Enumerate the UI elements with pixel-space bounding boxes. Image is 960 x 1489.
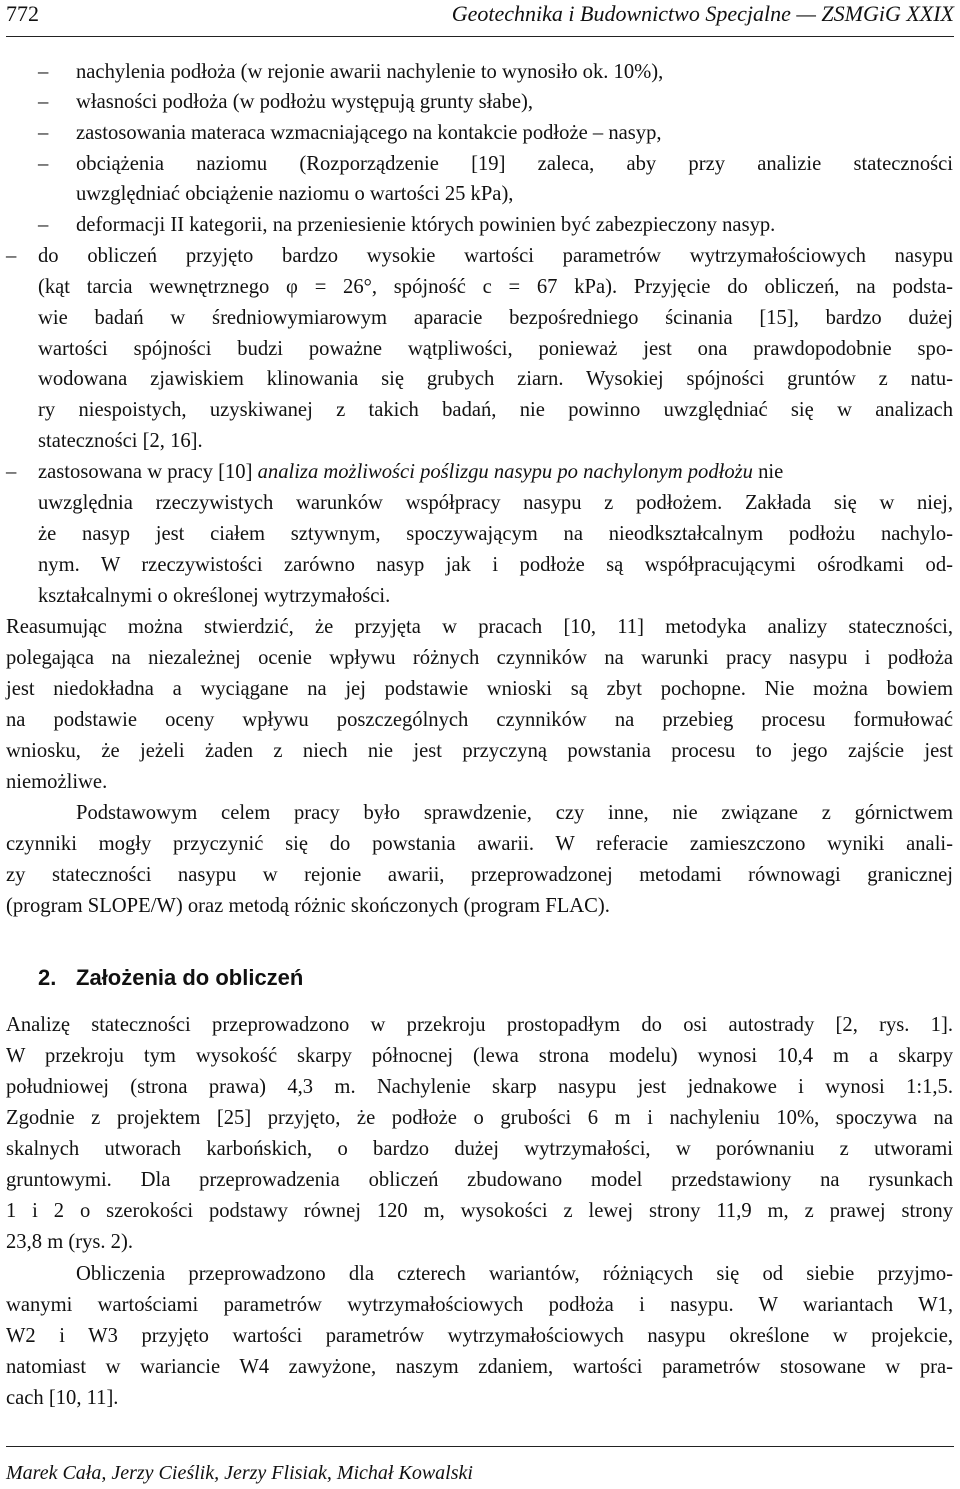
list-dash: –: [38, 153, 49, 175]
text-run: zastosowana w pracy [10]: [38, 461, 258, 483]
running-title: Geotechnika i Budownictwo Specjalne — ZSMGiG XXIX: [451, 1, 954, 26]
text-line: do obliczeń przyjęto bardzo wysokie wartości parametrów wytrzymałościowych nasypu: [38, 245, 953, 267]
text-line: wanymi wartościami parametrów wytrzymałościowych podłoża i nasypu. W wariantach W1,: [6, 1294, 953, 1316]
text-line: 1 i 2 o szerokości podstawy równej 120 m, wysokości z lewej strony 11,9 m, z prawej strony: [6, 1200, 953, 1222]
section-title: Założenia do obliczeń: [76, 965, 304, 990]
text-line: ry niespoistych, uzyskiwanej z takich badań, nie powinno uwzględniać się w analizach: [38, 399, 953, 421]
text-line: natomiast w wariancie W4 zawyżone, naszym zdaniem, wartości parametrów stosowane w pra-: [6, 1356, 953, 1378]
text-line: polegająca na niezależnej ocenie wpływu różnych czynników na warunki pracy nasypu i podłoża: [6, 647, 953, 669]
list-dash: –: [38, 122, 49, 144]
text-line: na podstawie oceny wpływu poszczególnych czynników na przebieg procesu formułować: [6, 709, 953, 731]
text-line: W2 i W3 przyjęto wartości parametrów wytrzymałościowych nasypu określone w projekcie,: [6, 1325, 953, 1347]
text-line: że nasyp jest ciałem sztywnym, spoczywającym na nieodkształcalnym podłożu nachylo-: [38, 523, 953, 545]
text-line: południowej (strona prawa) 4,3 m. Nachylenie skarp nasypu jest jednakowe i wynosi 1:1,5.: [6, 1076, 953, 1098]
text-line: kształcalnymi o określonej wytrzymałości.: [38, 585, 391, 607]
text-line: stateczności [2, 16].: [38, 430, 203, 452]
list-item-continuation: uwzględniać obciążenie naziomu o wartości 25 kPa),: [76, 183, 514, 205]
text-line: wie badań w średniowymiarowym aparacie bezpośredniego ścinania [15], bardzo dużej: [38, 307, 953, 329]
list-item: zastosowania materaca wzmacniającego na kontakcie podłoże – nasyp,: [76, 122, 662, 144]
list-dash: –: [38, 214, 49, 236]
list-item: deformacji II kategorii, na przeniesienie których powinien być zabezpieczony nasyp.: [76, 214, 776, 236]
text-line: wodowana zjawiskiem klinowania się grubych ziarn. Wysokiej spójności gruntów z natu-: [38, 368, 953, 390]
page-number: 772: [6, 1, 39, 26]
header-rule: [6, 36, 954, 37]
list-dash: –: [38, 91, 49, 113]
list-dash: –: [38, 61, 49, 83]
text-line: wniosku, że jeżeli żaden z niech nie jest przyczyną powstania procesu to jego zajście jest: [6, 740, 953, 762]
text-line: czynniki mogły przyczynić się do powstania awarii. W referacie zamieszczono wyniki anali-: [6, 833, 953, 855]
text-line: (program SLOPE/W) oraz metodą różnic skończonych (program FLAC).: [6, 895, 610, 917]
list-item: własności podłoża (w podłożu występują grunty słabe),: [76, 91, 533, 113]
running-header: [6, 0, 954, 30]
list-dash: –: [6, 245, 17, 267]
text-line: Reasumując można stwierdzić, że przyjęta w pracach [10, 11] metodyka analizy stateczności,: [6, 616, 953, 638]
text-line: skalnych utworach karbońskich, o bardzo dużej wytrzymałości, w porównaniu z utworami: [6, 1138, 953, 1160]
footer-rule: [6, 1446, 954, 1447]
list-dash: –: [6, 461, 17, 483]
list-item: nachylenia podłoża (w rejonie awarii nachylenie to wynosiło ok. 10%),: [76, 61, 664, 83]
text-line: Obliczenia przeprowadzono dla czterech wariantów, różniących się od siebie przyjmo-: [76, 1263, 953, 1285]
text-line: Analizę stateczności przeprowadzono w przekroju prostopadłym do osi autostrady [2, rys. 1].: [6, 1014, 953, 1036]
text-line: nym. W rzeczywistości zarówno nasyp jak i podłoże są współpracującymi ośrodkami od-: [38, 554, 953, 576]
text-line: uwzględnia rzeczywistych warunków współpracy nasypu z podłożem. Zakłada się w niej,: [38, 492, 953, 514]
text-line: gruntowymi. Dla przeprowadzenia obliczeń zbudowano model przedstawiony na rysunkach: [6, 1169, 953, 1191]
section-heading: [38, 965, 303, 991]
text-line: Zgodnie z projektem [25] przyjęto, że podłoże o grubości 6 m i nachyleniu 10%, spoczywa na: [6, 1107, 953, 1129]
list-item: obciążenia naziomu (Rozporządzenie [19] zaleca, aby przy analizie stateczności: [76, 153, 953, 175]
text-line: cach [10, 11].: [6, 1387, 119, 1409]
text-line: W przekroju tym wysokość skarpy północnej (lewa strona modelu) wynosi 10,4 m a skarpy: [6, 1045, 953, 1067]
text-line: (kąt tarcia wewnętrznego φ = 26°, spójność c = 67 kPa). Przyjęcie do obliczeń, na podsta-: [38, 276, 953, 298]
text-line: zy stateczności nasypu w rejonie awarii, przeprowadzonej metodami równowagi granicznej: [6, 864, 953, 886]
text-run: nie: [752, 461, 784, 483]
text-line: [38, 460, 783, 484]
text-line: Podstawowym celem pracy było sprawdzenie, czy inne, nie związane z górnictwem: [76, 802, 953, 824]
footer-authors: Marek Cała, Jerzy Cieślik, Jerzy Flisiak, Michał Kowalski: [6, 1462, 473, 1484]
italic-title: analiza możliwości poślizgu nasypu po nachylonym podłożu: [257, 461, 753, 483]
text-line: jest niedokładna a wyciągane na jej podstawie wnioski są zbyt pochopne. Nie można bowiem: [6, 678, 953, 700]
text-line: niemożliwe.: [6, 771, 108, 793]
text-line: 23,8 m (rys. 2).: [6, 1231, 133, 1253]
text-line: wartości spójności budzi poważne wątpliwości, ponieważ jest ona prawdopodobnie spo-: [38, 338, 953, 360]
section-number: 2.: [38, 965, 57, 990]
